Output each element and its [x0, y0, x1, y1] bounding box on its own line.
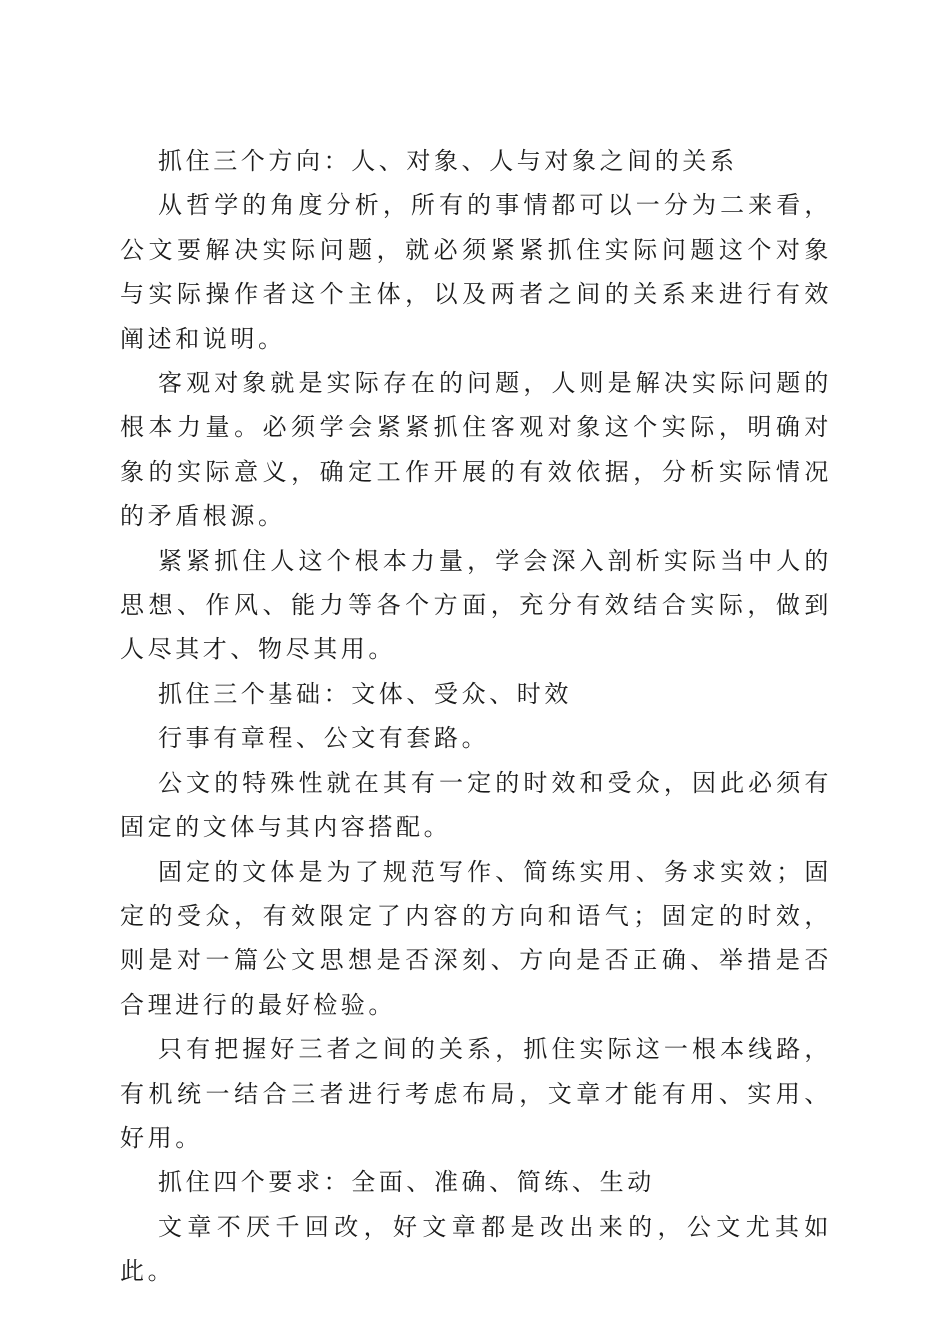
- section-heading-four-requirements: 抓住四个要求：全面、准确、简练、生动: [158, 1168, 655, 1197]
- paragraph: 固定的文体是为了规范写作、简练实用、务求实效；固定的受众，有效限定了内容的方向和语气；固定的时效，则是对一篇公文思想是否深刻、方向是否正确、举措是否合理进行的最好检验。: [120, 857, 832, 1019]
- paragraph: 文章不厌千回改，好文章都是改出来的，公文尤其如此。: [120, 1212, 832, 1286]
- paragraph: 客观对象就是实际存在的问题，人则是解决实际问题的根本力量。必须学会紧紧抓住客观对象这个实际，明确对象的实际意义，确定工作开展的有效依据，分析实际情况的矛盾根源。: [120, 369, 832, 531]
- paragraph: 行事有章程、公文有套路。: [158, 724, 490, 753]
- paragraph: 只有把握好三者之间的关系，抓住实际这一根本线路，有机统一结合三者进行考虑布局，文章才能有用、实用、好用。: [120, 1035, 832, 1152]
- paragraph: 公文的特殊性就在其有一定的时效和受众，因此必须有固定的文体与其内容搭配。: [120, 768, 832, 842]
- section-heading-three-directions: 抓住三个方向：人、对象、人与对象之间的关系: [158, 147, 738, 175]
- section-heading-three-foundations: 抓住三个基础：文体、受众、时效: [158, 679, 572, 708]
- paragraph: 从哲学的角度分析，所有的事情都可以一分为二来看，公文要解决实际问题，就必须紧紧抓住实际问题这个对象与实际操作者这个主体，以及两者之间的关系来进行有效阐述和说明。: [120, 191, 832, 353]
- paragraph: 紧紧抓住人这个根本力量，学会深入剖析实际当中人的思想、作风、能力等各个方面，充分有效结合实际，做到人尽其才、物尽其用。: [120, 546, 832, 664]
- document-body: [120, 139, 832, 1294]
